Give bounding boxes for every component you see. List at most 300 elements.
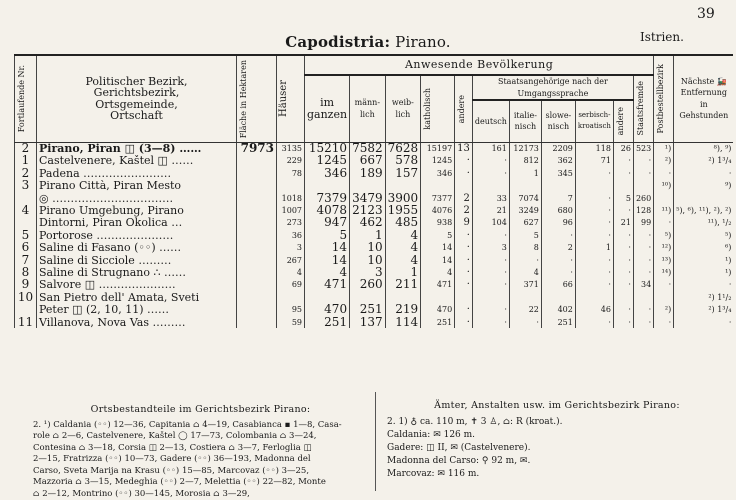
serbocroatian-cell: · bbox=[575, 254, 613, 266]
slovene-cell: 96 bbox=[541, 217, 575, 229]
foreigners-cell: · bbox=[633, 304, 653, 316]
header-staatsang: Staatsangehörige nach der Umgangssprache bbox=[472, 75, 633, 100]
footer-right-line: Marcovaz: ✉ 116 m. bbox=[387, 468, 727, 481]
table-row bbox=[15, 279, 734, 291]
post-district-cell: ¹) bbox=[654, 142, 674, 155]
serbocroatian-cell: · bbox=[575, 167, 613, 179]
table-row bbox=[15, 316, 734, 328]
other-language-cell: · bbox=[613, 254, 633, 266]
table-row bbox=[15, 192, 734, 204]
other-language-cell: 26 bbox=[613, 142, 633, 155]
area-ha-cell: 7973 bbox=[237, 142, 277, 155]
header-katholisch: katholisch bbox=[421, 75, 455, 142]
nearest-station-cell: · bbox=[674, 316, 734, 328]
place-name-cell: Saline di Fasano (◦◦) …… bbox=[37, 242, 237, 254]
post-district-cell: ²) bbox=[654, 304, 674, 316]
footer-right-line: Caldania: ✉ 126 m. bbox=[387, 429, 727, 442]
italian-cell: 371 bbox=[509, 279, 541, 291]
german-cell: · bbox=[472, 155, 509, 167]
german-cell: · bbox=[472, 316, 509, 328]
catholic-cell: 251 bbox=[421, 316, 455, 328]
row-number-cell: 11 bbox=[15, 316, 37, 328]
serbocroatian-cell: · bbox=[575, 316, 613, 328]
german-cell: 104 bbox=[472, 217, 509, 229]
footer-aemter bbox=[387, 399, 727, 481]
population-male-cell bbox=[350, 180, 386, 192]
catholic-cell: 470 bbox=[421, 304, 455, 316]
german-cell: 3 bbox=[472, 242, 509, 254]
nearest-station-cell: ¹) bbox=[674, 254, 734, 266]
italian-cell: 8 bbox=[509, 242, 541, 254]
header-haeuser: Häuser bbox=[277, 55, 305, 142]
row-number-cell: 2 bbox=[15, 167, 37, 179]
slovene-cell: 7 bbox=[541, 192, 575, 204]
population-total-cell: 346 bbox=[305, 167, 350, 179]
header-andere-rel: andere bbox=[455, 75, 473, 142]
population-male-cell: 260 bbox=[350, 279, 386, 291]
population-total-cell: 470 bbox=[305, 304, 350, 316]
population-male-cell: 1 bbox=[350, 229, 386, 241]
population-female-cell: 4 bbox=[385, 229, 421, 241]
other-religion-cell: · bbox=[455, 316, 473, 328]
other-language-cell: · bbox=[613, 304, 633, 316]
population-total-cell: 7379 bbox=[305, 192, 350, 204]
other-religion-cell: 13 bbox=[455, 142, 473, 155]
population-total-cell: 471 bbox=[305, 279, 350, 291]
italian-cell: 3249 bbox=[509, 205, 541, 217]
serbocroatian-cell: · bbox=[575, 267, 613, 279]
foreigners-cell: · bbox=[633, 267, 653, 279]
footer-right-line: Madonna del Carso: ⚲ 92 m, ✉. bbox=[387, 455, 727, 468]
slovene-cell: 2209 bbox=[541, 142, 575, 155]
nearest-station-cell: ⁶) bbox=[674, 242, 734, 254]
catholic-cell bbox=[421, 291, 455, 303]
header-staatsfremde: Staatsfremde bbox=[633, 75, 653, 142]
houses-cell: 267 bbox=[277, 254, 305, 266]
catholic-cell: 15197 bbox=[421, 142, 455, 155]
place-name-cell: Padena …………………… bbox=[37, 167, 237, 179]
area-ha-cell bbox=[237, 291, 277, 303]
slovene-cell: 402 bbox=[541, 304, 575, 316]
population-male-cell: 189 bbox=[350, 167, 386, 179]
catholic-cell: 471 bbox=[421, 279, 455, 291]
place-name-cell: Salvore ◫ ………………… bbox=[37, 279, 237, 291]
header-serbokroatisch: serbisch-kroatisch bbox=[575, 100, 613, 142]
area-ha-cell bbox=[237, 279, 277, 291]
footer-left-line: role ⌂ 2—6, Castelvenere, Kaštel ◯ 17—73, Colombania ⌂ 3—24, bbox=[33, 431, 368, 443]
area-ha-cell bbox=[237, 205, 277, 217]
table-row bbox=[15, 254, 734, 266]
german-cell bbox=[472, 291, 509, 303]
footer-left-title: Ortsbestandteile im Gerichtsbezirk Pirano: bbox=[33, 404, 368, 416]
other-language-cell: · bbox=[613, 316, 633, 328]
other-religion-cell: · bbox=[455, 267, 473, 279]
row-number-cell bbox=[15, 304, 37, 316]
header-naechste: Nächste 🚂 Entfernung in Gehstunden bbox=[674, 55, 734, 142]
foreigners-cell: · bbox=[633, 229, 653, 241]
header-anwesende: Anwesende Bevölkerung bbox=[305, 55, 654, 75]
population-female-cell: 7628 bbox=[385, 142, 421, 155]
area-ha-cell bbox=[237, 180, 277, 192]
footer-left-line: 2—15, Fratrizza (◦◦) 10—73, Gadere (◦◦) 36—193, Madonna del bbox=[33, 454, 368, 466]
slovene-cell: 251 bbox=[541, 316, 575, 328]
table-row bbox=[15, 291, 734, 303]
post-district-cell: · bbox=[654, 316, 674, 328]
footer-left-line: Mazzoria ⌂ 3—15, Medeghia (◦◦) 2—7, Melettia (◦◦) 22—82, Monte bbox=[33, 477, 368, 489]
other-language-cell: · bbox=[613, 229, 633, 241]
other-religion-cell: · bbox=[455, 242, 473, 254]
post-district-cell bbox=[654, 192, 674, 204]
houses-cell: 1018 bbox=[277, 192, 305, 204]
slovene-cell: 345 bbox=[541, 167, 575, 179]
slovene-cell bbox=[541, 180, 575, 192]
place-name-cell: ◎ …………………………… bbox=[37, 192, 237, 204]
nearest-station-cell: · bbox=[674, 167, 734, 179]
place-name-cell: Saline di Strugnano ∴ …… bbox=[37, 267, 237, 279]
place-name-cell: San Pietro dell' Amata, Sveti bbox=[37, 291, 237, 303]
catholic-cell: 4 bbox=[421, 267, 455, 279]
footer-right-title: Ämter, Anstalten usw. im Gerichtsbezirk Pirano: bbox=[387, 399, 727, 412]
post-district-cell: · bbox=[654, 217, 674, 229]
catholic-cell: 7377 bbox=[421, 192, 455, 204]
other-language-cell: · bbox=[613, 279, 633, 291]
row-number-cell: 7 bbox=[15, 254, 37, 266]
post-district-cell: · bbox=[654, 279, 674, 291]
place-name-cell: Pirano Umgebung, Pirano bbox=[37, 205, 237, 217]
population-total-cell: 251 bbox=[305, 316, 350, 328]
place-name-cell: Saline di Sicciole ……… bbox=[37, 254, 237, 266]
nearest-station-cell bbox=[674, 192, 734, 204]
header-lfd-nr: Fortlaufende Nr. bbox=[15, 55, 37, 142]
header-slowenisch: slowe-nisch bbox=[541, 100, 575, 142]
houses-cell: 3135 bbox=[277, 142, 305, 155]
row-number-cell: 4 bbox=[15, 205, 37, 217]
other-religion-cell: · bbox=[455, 229, 473, 241]
catholic-cell: 938 bbox=[421, 217, 455, 229]
population-total-cell: 5 bbox=[305, 229, 350, 241]
catholic-cell: 1245 bbox=[421, 155, 455, 167]
houses-cell: 36 bbox=[277, 229, 305, 241]
serbocroatian-cell bbox=[575, 180, 613, 192]
area-ha-cell bbox=[237, 254, 277, 266]
table-row bbox=[15, 242, 734, 254]
german-cell: · bbox=[472, 254, 509, 266]
row-number-cell: 5 bbox=[15, 229, 37, 241]
other-language-cell: 5 bbox=[613, 192, 633, 204]
table-row bbox=[15, 229, 734, 241]
post-district-cell: ¹¹) bbox=[654, 205, 674, 217]
slovene-cell: · bbox=[541, 254, 575, 266]
other-religion-cell bbox=[455, 180, 473, 192]
row-number-cell: 1 bbox=[15, 155, 37, 167]
slovene-cell: 362 bbox=[541, 155, 575, 167]
german-cell: 21 bbox=[472, 205, 509, 217]
nearest-station-cell: · bbox=[674, 279, 734, 291]
area-ha-cell bbox=[237, 242, 277, 254]
houses-cell: 1007 bbox=[277, 205, 305, 217]
nearest-station-cell: ²) 1³/₄ bbox=[674, 304, 734, 316]
footer-left-line: Contesina ⌂ 3—18, Corsia ◫ 2—13, Costiera ⌂ 3—7, Ferloglia ◫ bbox=[33, 443, 368, 455]
slovene-cell: · bbox=[541, 229, 575, 241]
german-cell: 33 bbox=[472, 192, 509, 204]
foreigners-cell: 99 bbox=[633, 217, 653, 229]
other-language-cell: 21 bbox=[613, 217, 633, 229]
serbocroatian-cell: · bbox=[575, 229, 613, 241]
serbocroatian-cell bbox=[575, 291, 613, 303]
other-religion-cell: 2 bbox=[455, 205, 473, 217]
population-female-cell: 157 bbox=[385, 167, 421, 179]
german-cell: · bbox=[472, 304, 509, 316]
census-table bbox=[14, 54, 733, 328]
region-label: Istrien. bbox=[640, 30, 684, 44]
area-ha-cell bbox=[237, 316, 277, 328]
row-number-cell: 6 bbox=[15, 242, 37, 254]
area-ha-cell bbox=[237, 304, 277, 316]
catholic-cell: 14 bbox=[421, 254, 455, 266]
post-district-cell: ¹³) bbox=[654, 254, 674, 266]
population-male-cell: 667 bbox=[350, 155, 386, 167]
serbocroatian-cell: · bbox=[575, 217, 613, 229]
population-total-cell: 15210 bbox=[305, 142, 350, 155]
houses-cell: 69 bbox=[277, 279, 305, 291]
foreigners-cell: 260 bbox=[633, 192, 653, 204]
serbocroatian-cell: · bbox=[575, 279, 613, 291]
row-number-cell bbox=[15, 192, 37, 204]
other-language-cell: · bbox=[613, 205, 633, 217]
catholic-cell: 4076 bbox=[421, 205, 455, 217]
table-row bbox=[15, 304, 734, 316]
footer-ortsbestandteile bbox=[33, 404, 368, 500]
area-ha-cell bbox=[237, 217, 277, 229]
row-number-cell: 3 bbox=[15, 180, 37, 192]
german-cell: 161 bbox=[472, 142, 509, 155]
post-district-cell: ¹⁴) bbox=[654, 267, 674, 279]
other-language-cell: · bbox=[613, 267, 633, 279]
foreigners-cell: 128 bbox=[633, 205, 653, 217]
serbocroatian-cell: 118 bbox=[575, 142, 613, 155]
post-district-cell: ¹⁰) bbox=[654, 180, 674, 192]
header-maennlich: männ-lich bbox=[350, 75, 386, 142]
slovene-cell: 680 bbox=[541, 205, 575, 217]
foreigners-cell: · bbox=[633, 242, 653, 254]
catholic-cell: 346 bbox=[421, 167, 455, 179]
population-female-cell: 219 bbox=[385, 304, 421, 316]
other-language-cell: · bbox=[613, 167, 633, 179]
other-religion-cell: · bbox=[455, 167, 473, 179]
area-ha-cell bbox=[237, 192, 277, 204]
population-total-cell: 4078 bbox=[305, 205, 350, 217]
italian-cell: 627 bbox=[509, 217, 541, 229]
place-name-cell: Castelvenere, Kaštel ◫ …… bbox=[37, 155, 237, 167]
post-district-cell: ¹²) bbox=[654, 242, 674, 254]
houses-cell bbox=[277, 180, 305, 192]
serbocroatian-cell: · bbox=[575, 192, 613, 204]
foreigners-cell: · bbox=[633, 316, 653, 328]
other-language-cell: · bbox=[613, 242, 633, 254]
houses-cell: 273 bbox=[277, 217, 305, 229]
place-name-cell: Villanova, Nova Vas ……… bbox=[37, 316, 237, 328]
german-cell: · bbox=[472, 267, 509, 279]
nearest-station-cell: ⁵) bbox=[674, 229, 734, 241]
post-district-cell: ²) bbox=[654, 155, 674, 167]
italian-cell: 4 bbox=[509, 267, 541, 279]
footer-right-line: Gadere: ◫ II, ✉ (Castelvenere). bbox=[387, 442, 727, 455]
nearest-station-cell: ²) 1³/₄ bbox=[674, 155, 734, 167]
other-religion-cell bbox=[455, 291, 473, 303]
population-male-cell: 137 bbox=[350, 316, 386, 328]
post-district-cell: ⁵) bbox=[654, 229, 674, 241]
serbocroatian-cell: 46 bbox=[575, 304, 613, 316]
header-name: Politischer Bezirk, Gerichtsbezirk, Ortsgemeinde, Ortschaft bbox=[37, 55, 237, 142]
header-im-ganzen: im ganzen bbox=[305, 75, 350, 142]
italian-cell: · bbox=[509, 254, 541, 266]
table-row bbox=[15, 267, 734, 279]
italian-cell: 5 bbox=[509, 229, 541, 241]
german-cell bbox=[472, 180, 509, 192]
page-number: 39 bbox=[697, 6, 715, 22]
serbocroatian-cell: 1 bbox=[575, 242, 613, 254]
population-total-cell: 947 bbox=[305, 217, 350, 229]
population-female-cell bbox=[385, 291, 421, 303]
italian-cell: 22 bbox=[509, 304, 541, 316]
other-language-cell bbox=[613, 180, 633, 192]
foreigners-cell: · bbox=[633, 155, 653, 167]
population-female-cell: 1955 bbox=[385, 205, 421, 217]
nearest-station-cell: ⁵), ⁶), ¹¹), ²), ²) bbox=[674, 205, 734, 217]
italian-cell bbox=[509, 180, 541, 192]
german-cell: · bbox=[472, 279, 509, 291]
population-total-cell: 1245 bbox=[305, 155, 350, 167]
other-religion-cell: 2 bbox=[455, 192, 473, 204]
houses-cell bbox=[277, 291, 305, 303]
population-total-cell: 4 bbox=[305, 267, 350, 279]
nearest-station-cell: ⁹) bbox=[674, 180, 734, 192]
nearest-station-cell: ⁸), ⁹) bbox=[674, 142, 734, 155]
row-number-cell: 2 bbox=[15, 142, 37, 155]
italian-cell: 12173 bbox=[509, 142, 541, 155]
slovene-cell: 2 bbox=[541, 242, 575, 254]
header-andere-spr: andere bbox=[613, 100, 633, 142]
area-ha-cell bbox=[237, 229, 277, 241]
italian-cell: 812 bbox=[509, 155, 541, 167]
table-row bbox=[15, 155, 734, 167]
population-female-cell: 1 bbox=[385, 267, 421, 279]
german-cell: · bbox=[472, 167, 509, 179]
slovene-cell: · bbox=[541, 267, 575, 279]
houses-cell: 59 bbox=[277, 316, 305, 328]
row-number-cell: 9 bbox=[15, 279, 37, 291]
other-religion-cell: · bbox=[455, 254, 473, 266]
nearest-station-cell: ¹¹), ¹/₂ bbox=[674, 217, 734, 229]
header-deutsch: deutsch bbox=[472, 100, 509, 142]
title-court: Pirano. bbox=[390, 33, 451, 51]
houses-cell: 4 bbox=[277, 267, 305, 279]
foreigners-cell: · bbox=[633, 254, 653, 266]
population-female-cell: 485 bbox=[385, 217, 421, 229]
place-name-cell: Pirano Città, Piran Mesto bbox=[37, 180, 237, 192]
population-female-cell: 114 bbox=[385, 316, 421, 328]
italian-cell: 1 bbox=[509, 167, 541, 179]
row-number-cell bbox=[15, 217, 37, 229]
population-total-cell bbox=[305, 291, 350, 303]
slovene-cell bbox=[541, 291, 575, 303]
title-district: Capodistria: bbox=[285, 33, 390, 51]
header-weiblich: weib-lich bbox=[385, 75, 421, 142]
page-title bbox=[0, 33, 736, 51]
population-female-cell bbox=[385, 180, 421, 192]
post-district-cell bbox=[654, 291, 674, 303]
population-female-cell: 4 bbox=[385, 254, 421, 266]
place-name-cell: Peter ◫ (2, 10, 11) …… bbox=[37, 304, 237, 316]
catholic-cell bbox=[421, 180, 455, 192]
area-ha-cell bbox=[237, 155, 277, 167]
foreigners-cell: 523 bbox=[633, 142, 653, 155]
slovene-cell: 66 bbox=[541, 279, 575, 291]
italian-cell bbox=[509, 291, 541, 303]
row-number-cell: 8 bbox=[15, 267, 37, 279]
post-district-cell: · bbox=[654, 167, 674, 179]
serbocroatian-cell: · bbox=[575, 205, 613, 217]
houses-cell: 78 bbox=[277, 167, 305, 179]
population-male-cell: 462 bbox=[350, 217, 386, 229]
population-male-cell bbox=[350, 291, 386, 303]
houses-cell: 95 bbox=[277, 304, 305, 316]
foreigners-cell: · bbox=[633, 167, 653, 179]
area-ha-cell bbox=[237, 167, 277, 179]
place-name-cell: Dintorni, Piran Okolica … bbox=[37, 217, 237, 229]
nearest-station-cell: ¹) bbox=[674, 267, 734, 279]
other-religion-cell: 9 bbox=[455, 217, 473, 229]
nearest-station-cell: ²) 1¹/₂ bbox=[674, 291, 734, 303]
italian-cell: · bbox=[509, 316, 541, 328]
population-female-cell: 211 bbox=[385, 279, 421, 291]
footer-left-line: 2. ¹) Caldania (◦◦) 12—36, Capitania ⌂ 4—19, Casabianca ▪ 1—8, Casa- bbox=[33, 420, 368, 432]
population-total-cell bbox=[305, 180, 350, 192]
table-row bbox=[15, 142, 734, 155]
population-male-cell: 2123 bbox=[350, 205, 386, 217]
foreigners-cell bbox=[633, 180, 653, 192]
italian-cell: 7074 bbox=[509, 192, 541, 204]
population-female-cell: 578 bbox=[385, 155, 421, 167]
houses-cell: 3 bbox=[277, 242, 305, 254]
houses-cell: 229 bbox=[277, 155, 305, 167]
serbocroatian-cell: 71 bbox=[575, 155, 613, 167]
population-male-cell: 3 bbox=[350, 267, 386, 279]
place-name-cell: Pirano, Piran ◫ (3—8) …… bbox=[37, 142, 237, 155]
other-language-cell: · bbox=[613, 155, 633, 167]
footer-divider bbox=[375, 392, 376, 491]
other-religion-cell: · bbox=[455, 279, 473, 291]
other-religion-cell: · bbox=[455, 155, 473, 167]
place-name-cell: Portorose ………………… bbox=[37, 229, 237, 241]
other-religion-cell: · bbox=[455, 304, 473, 316]
population-female-cell: 4 bbox=[385, 242, 421, 254]
header-postbestell: Postbestellbezirk bbox=[654, 55, 674, 142]
population-female-cell: 3900 bbox=[385, 192, 421, 204]
table-row bbox=[15, 217, 734, 229]
header-flaeche: Fläche in Hektaren bbox=[237, 55, 277, 142]
population-male-cell: 3479 bbox=[350, 192, 386, 204]
footer-left-line: ⌂ 2—12, Montrino (◦◦) 30—145, Morosia ⌂ 3—29, bbox=[33, 489, 368, 500]
population-total-cell: 14 bbox=[305, 242, 350, 254]
other-language-cell bbox=[613, 291, 633, 303]
population-male-cell: 10 bbox=[350, 242, 386, 254]
row-number-cell: 10 bbox=[15, 291, 37, 303]
table-row bbox=[15, 205, 734, 217]
table-row bbox=[15, 167, 734, 179]
catholic-cell: 14 bbox=[421, 242, 455, 254]
table-row bbox=[15, 180, 734, 192]
